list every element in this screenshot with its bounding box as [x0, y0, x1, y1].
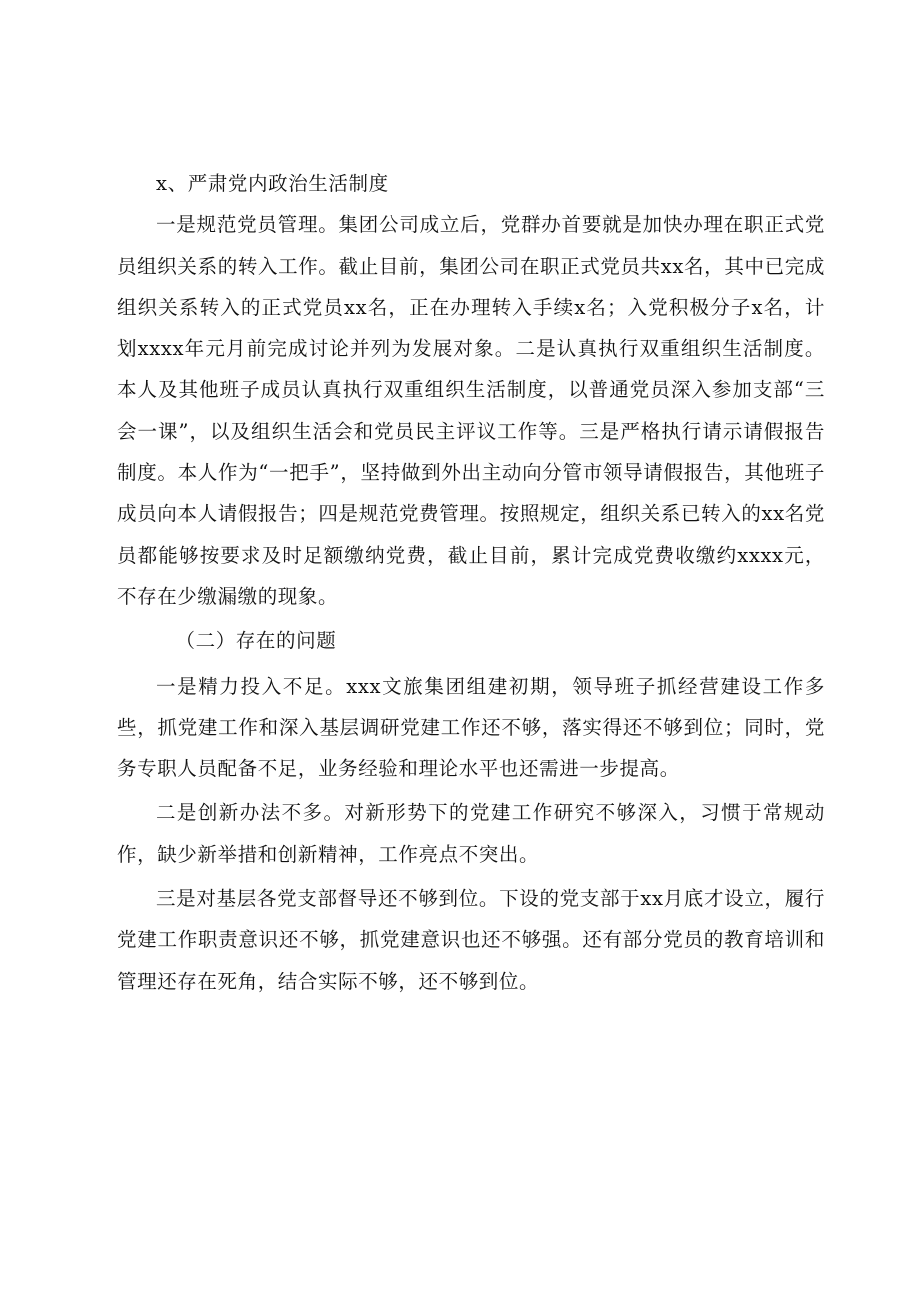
section-heading: x、严肃党内政治生活制度 — [156, 172, 389, 195]
document-body — [117, 163, 825, 1002]
paragraph-problem-2: 二是创新办法不多。对新形势下的党建工作研究不够深入，习惯于常规动作，缺少新举措和创新精神，工作亮点不突出。 — [117, 801, 825, 866]
paragraph-problem-1: 一是精力投入不足。xxx文旅集团组建初期，领导班子抓经营建设工作多些，抓党建工作和深入基层调研党建工作还不够，落实得还不够到位；同时，党务专职人员配备不足，业务经验和理论水平也还需进一步提高。 — [117, 674, 825, 781]
paragraph-problem-3: 三是对基层各党支部督导还不够到位。下设的党支部于xx月底才设立，履行党建工作职责意识还不够，抓党建意识也还不够强。还有部分党员的教育培训和管理还存在死角，结合实际不够，还不够到位。 — [117, 887, 825, 993]
paragraph-party-member-management: 一是规范党员管理。集团公司成立后，党群办首要就是加快办理在职正式党员组织关系的转入工作。截止目前，集团公司在职正式党员共xx名，其中已完成组织关系转入的正式党员xx名，正在办理转入手续x名；入党积极分子x名，计划xxxx年元月前完成讨论并列为发展对象。二是认真执行双重组织生活制度。本人及其他班子成员认真执行双重组织生活制度，以普通党员深入参加支部“三会一课”，以及组织生活会和党员民主评议工作等。三是严格执行请示请假报告制度。本人作为“一把手”，坚持做到外出主动向分管市领导请假报告，其他班子成员向本人请假报告；四是规范党费管理。按照规定，组织关系已转入的xx名党员都能够按要求及时足额缴纳党费，截止目前，累计完成党费收缴约xxxx元，不存在少缴漏缴的现象。 — [117, 213, 825, 608]
subheading-existing-problems: （二）存在的问题 — [175, 629, 337, 653]
